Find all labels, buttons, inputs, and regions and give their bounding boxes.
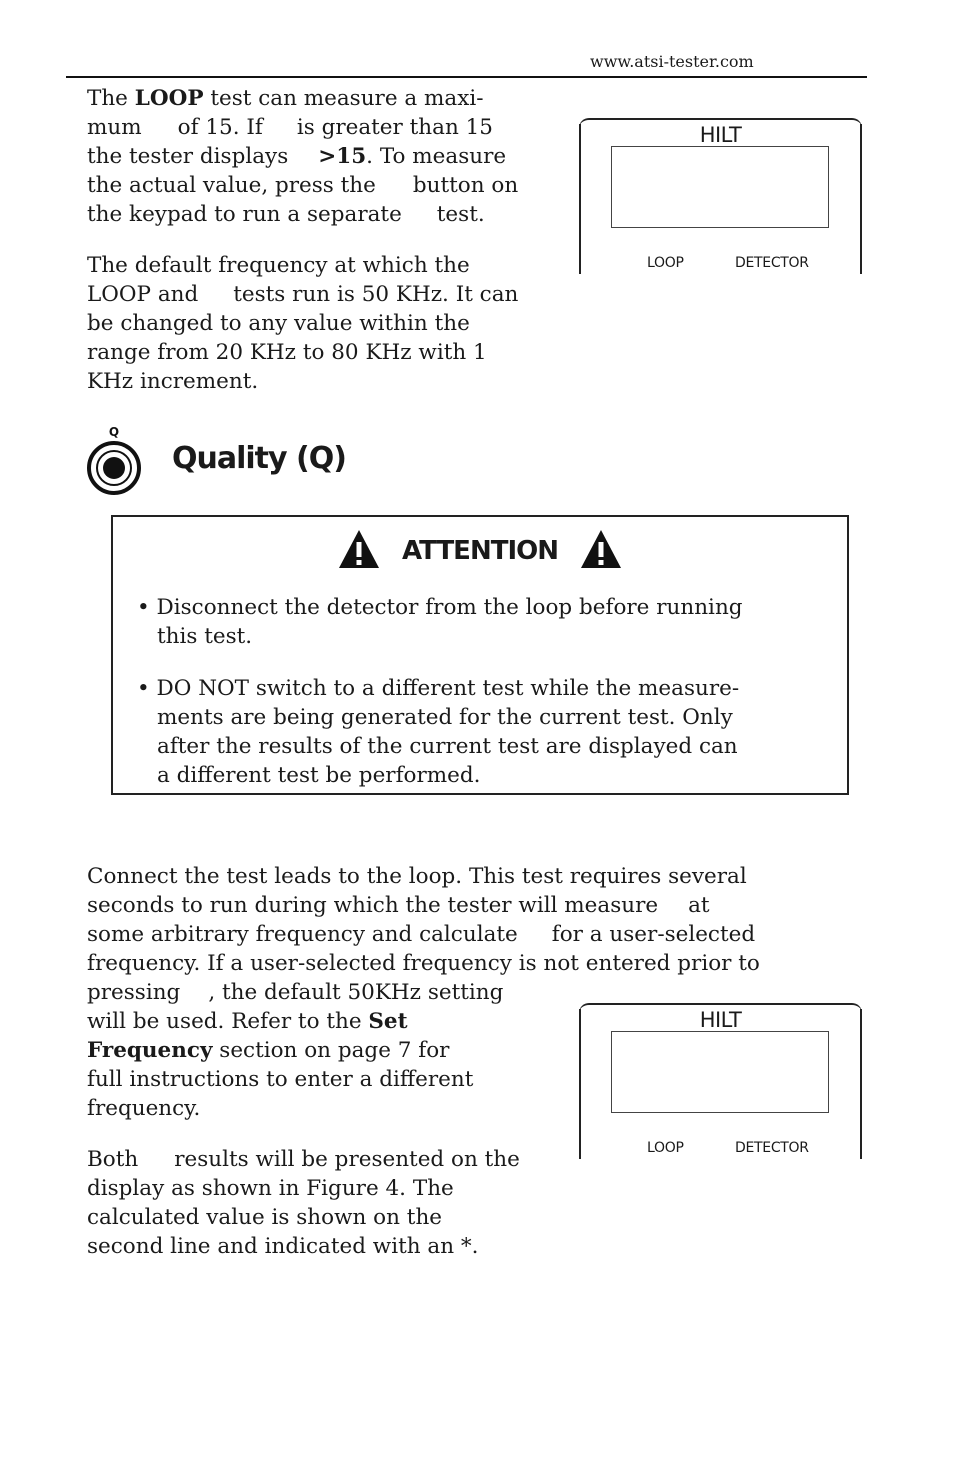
detector-key-label: DETECTOR [735,1140,809,1156]
text-run: The [87,86,135,111]
text-run: seconds to run during which the tester will measure [87,893,659,918]
text-line: frequency. If a user-selected frequency is not entered prior to [87,951,760,976]
bullet-line: • DO NOT switch to a different test while the measure- [137,676,740,701]
text-run: will be used. Refer to the [87,1009,369,1034]
warning-triangle-icon [579,527,623,571]
text-run: some arbitrary frequency and calculate [87,922,518,947]
attention-bullet [137,593,743,651]
text-run: the actual value, press the [87,173,376,198]
bullet-line: a different test be performed. [157,763,481,788]
text-line: calculated value is shown on the [87,1205,443,1230]
text-run: pressing [87,980,181,1005]
q-icon-label: Q [108,425,120,439]
set-frequency-bold: Set [368,1009,408,1034]
text-run: tests run is 50 KHz. It can [233,282,519,307]
results-paragraph [87,1145,520,1261]
bullet-line: this test. [157,624,253,649]
warning-triangle-icon [337,527,381,571]
text-run: test can measure a maxi- [203,86,484,111]
attention-box [111,515,849,795]
attention-title: ATTENTION [402,536,558,566]
quality-key-icon [84,424,144,500]
text-line: range from 20 KHz to 80 KHz with 1 [87,340,487,365]
text-line: The default frequency at which the [87,253,470,278]
text-run: is greater than 15 [296,115,493,140]
loop-key-label: LOOP [647,1140,684,1156]
default-frequency-paragraph [87,251,518,396]
text-run: test. [436,202,485,227]
text-run: button on [412,173,519,198]
text-run: at [688,893,710,918]
loop-max-paragraph [87,84,518,229]
text-run: mum [87,115,142,140]
detector-key-label: DETECTOR [735,255,809,271]
text-line: frequency. [87,1096,201,1121]
bullet-line: ments are being generated for the current test. Only [157,705,733,730]
text-run: Both [87,1147,139,1172]
device-screen [611,1031,829,1113]
hilt-device-figure [579,1003,864,1163]
hilt-device-figure [579,118,864,278]
website-url: www.atsi-tester.com [590,52,754,71]
text-run: the keypad to run a separate [87,202,402,227]
text-run: the tester displays [87,144,289,169]
section-title: Quality (Q) [172,441,346,476]
loop-key-label: LOOP [647,255,684,271]
bullet-line: after the results of the current test are displayed can [157,734,738,759]
attention-bullet [137,674,739,790]
header-rule [66,76,867,78]
set-frequency-bold: Frequency [87,1038,213,1063]
device-title: HILT [699,123,742,147]
text-line: KHz increment. [87,369,259,394]
text-run: LOOP and [87,282,199,307]
device-screen [611,146,829,228]
text-line: Connect the test leads to the loop. This test requires several [87,864,747,889]
attention-header [113,527,847,577]
text-run: section on page 7 for [212,1038,450,1063]
device-title: HILT [699,1008,742,1032]
bullet-line: • Disconnect the detector from the loop before running [137,595,743,620]
text-line: display as shown in Figure 4. The [87,1176,454,1201]
text-run: . To measure [366,144,507,169]
text-run: , the default 50KHz setting [208,980,504,1005]
text-run: of 15. If [177,115,263,140]
text-line: full instructions to enter a different [87,1067,474,1092]
text-run: for a user-selected [551,922,756,947]
loop-bold: LOOP [134,86,204,111]
text-run: results will be presented on the [174,1147,520,1172]
text-line: second line and indicated with an *. [87,1234,479,1259]
over15-bold: >15 [318,144,367,169]
text-line: be changed to any value within the [87,311,470,336]
